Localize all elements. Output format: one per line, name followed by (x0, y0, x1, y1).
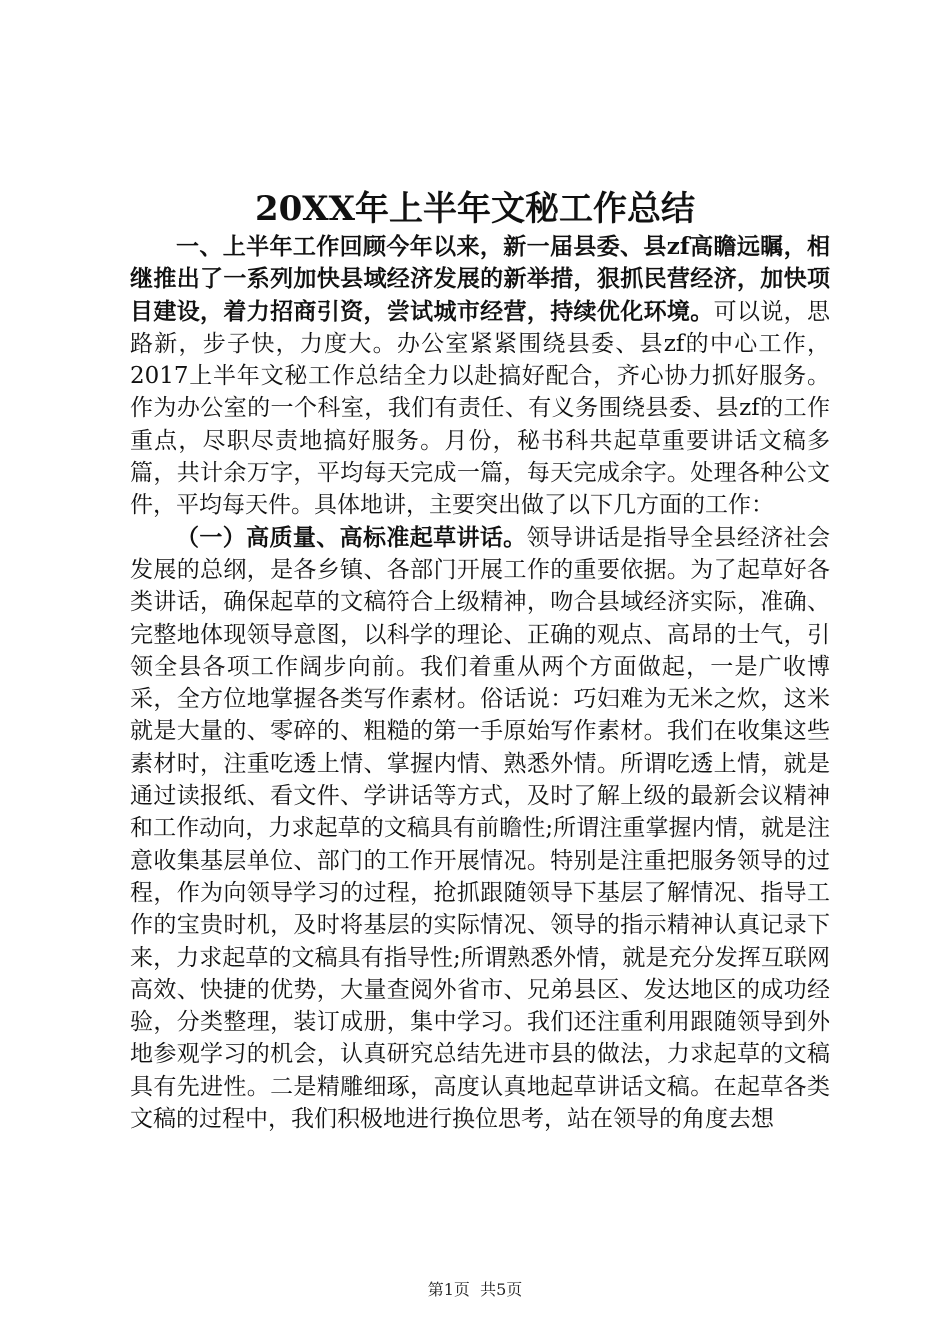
paragraph-1-body: 可以说，思路新，步子快，力度大。办公室紧紧围绕县委、县zf的中心工作，2017上半年文秘工作总结全力以赴搞好配合，齐心协力抓好服务。作为办公室的一个科室，我们有责任、有义务围绕县委、县zf的工作重点，尽职尽责地搞好服务。月份，秘书科共起草重要讲话文稿多篇，共计余万字，平均每天完成一篇，每天完成余字。处理各种公文件，平均每天件。具体地讲，主要突出做了以下几方面的工作： (130, 298, 831, 519)
paragraph-2-lead: （一）高质量、高标准起草讲话。 (176, 523, 527, 551)
paragraph-1-lead: 一、上半年工作回顾今年以来，新一届县委、县zf高瞻远瞩，相继推出了一系列加快县域经济发展的新举措，狠抓民营经济，加快项目建设，着力招商引资，尝试城市经营，持续优化环境。 (130, 233, 830, 325)
paragraph-1 (130, 231, 830, 522)
paragraph-2-body: 领导讲话是指导全县经济社会发展的总纲，是各乡镇、各部门开展工作的重要依据。为了起草好各类讲话，确保起草的文稿符合上级精神，吻合县域经济实际，准确、完整地体现领导意图，以科学的理论、正确的观点、高昂的士气，引领全县各项工作阔步向前。我们着重从两个方面做起，一是广收博采，全方位地掌握各类写作素材。俗话说：巧妇难为无米之炊，这米就是大量的、零碎的、粗糙的第一手原始写作素材。我们在收集这些素材时，注重吃透上情、掌握内情、熟悉外情。所谓吃透上情，就是通过读报纸、看文件、学讲话等方式，及时了解上级的最新会议精神和工作动向，力求起草的文稿具有前瞻性;所谓注重掌握内情，就是注意收集基层单位、部门的工作开展情况。特别是注重把服务领导的过程，作为向领导学习的过程，抢抓跟随领导下基层了解情况、指导工作的宝贵时机，及时将基层的实际情况、领导的指示精神认真记录下来，力求起草的文稿具有指导性;所谓熟悉外情，就是充分发挥互联网高效、快捷的优势，大量查阅外省市、兄弟县区、发达地区的成功经验，分类整理，装订成册，集中学习。我们还注重利用跟随领导到外地参观学习的机会，认真研究总结先进市县的做法，力求起草的文稿具有先进性。二是精雕细琢，高度认真地起草讲话文稿。在起草各类文稿的过程中，我们积极地进行换位思考，站在领导的角度去想 (130, 524, 831, 1133)
page-number-label: 第1页 共5页 (427, 1280, 523, 1299)
paragraph-2 (130, 522, 830, 1136)
document-title: 20XX年上半年文秘工作总结 (254, 189, 696, 229)
page-footer (0, 1279, 950, 1301)
document-body (130, 231, 830, 1135)
